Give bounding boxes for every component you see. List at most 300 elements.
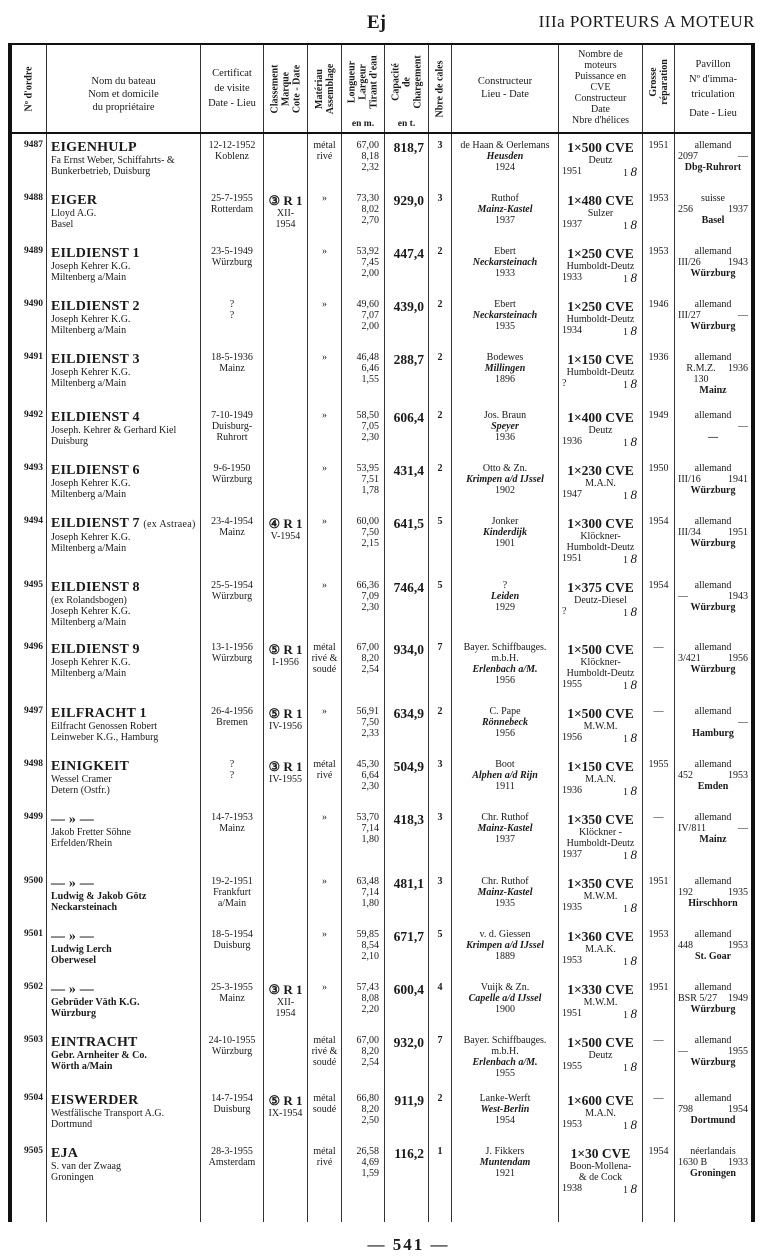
builder-cell <box>451 457 558 510</box>
dimension-value: 7,07 <box>361 310 379 321</box>
propeller-count <box>623 732 637 745</box>
owner-line: Joseph Kehrer K.G. <box>51 657 131 668</box>
builder-cell <box>451 636 558 700</box>
holds-count: 2 <box>428 346 451 404</box>
registration-number: — <box>678 591 688 602</box>
material-line: » <box>322 580 327 591</box>
registration-date: 1943 <box>728 257 748 268</box>
dimension-value: 45,30 <box>356 759 379 770</box>
builder-place-line <box>454 527 556 538</box>
builder-place-line <box>454 940 556 951</box>
dimensions-cell <box>341 134 384 187</box>
certificate-line: ? <box>229 759 235 770</box>
builder-line: 1933 <box>495 268 515 279</box>
header-dim-label <box>347 55 380 108</box>
engine-maker: M.W.M. <box>583 721 618 732</box>
holds-count: 2 <box>428 404 451 457</box>
flag-cell <box>674 753 751 806</box>
dimensions-cell <box>341 346 384 404</box>
propeller-glyph: 8 <box>630 677 637 692</box>
engine-cell <box>558 923 642 976</box>
major-repair: 1951 <box>642 134 674 187</box>
classification-cell <box>263 240 307 293</box>
classification-cell <box>263 753 307 806</box>
certificate-cell <box>200 870 263 923</box>
propeller-number: 1 <box>623 327 628 338</box>
capacity-value: 116,2 <box>384 1140 428 1204</box>
capacity-value: 606,4 <box>384 404 428 457</box>
certificate-line: Rotterdam <box>210 204 254 215</box>
header-nom-line: du propriétaire <box>92 102 155 113</box>
dimensions-cell <box>341 870 384 923</box>
major-repair: 1953 <box>642 187 674 240</box>
header-mot-line: Nbre d'hélices <box>571 115 630 126</box>
classification-cell <box>263 457 307 510</box>
builder-line: de Haan & Oerlemans <box>460 140 550 151</box>
dimension-value: 67,00 <box>356 140 379 151</box>
owner-line: (ex Rolandsbogen) <box>51 595 127 606</box>
order-number: 9487 <box>24 140 43 150</box>
dimensions-cell <box>341 700 384 753</box>
registration-number: 452 <box>678 770 693 781</box>
owner-line: Miltenberg a/Main <box>51 325 127 336</box>
registration-line <box>678 474 748 485</box>
major-repair: — <box>642 806 674 870</box>
owner-line: Dortmund <box>51 1119 93 1130</box>
classification-mark: ⑤ R 1 <box>268 642 303 657</box>
owner-line: Basel <box>51 219 74 230</box>
propeller-glyph: 8 <box>630 487 637 502</box>
dimension-value: 8,20 <box>361 1104 379 1115</box>
dimension-value: 2,10 <box>361 951 379 962</box>
dimensions-cell <box>341 1087 384 1140</box>
propeller-count <box>623 272 637 285</box>
registration-number: 1630 B <box>678 1157 708 1168</box>
builder-line: Otto & Zn. <box>482 463 528 474</box>
builder-place: Rönnebeck <box>481 717 529 728</box>
table-row <box>12 806 751 870</box>
builder-cell <box>451 187 558 240</box>
holds-count: 3 <box>428 870 451 923</box>
registration-date: 1949 <box>728 993 748 1004</box>
section-title: IIIa PORTEURS A MOTEUR <box>538 12 755 31</box>
engine-date: 1937 <box>562 219 582 230</box>
builder-place: Neckarsteinach <box>472 257 538 268</box>
vessel-name-text: EILDIENST 9 <box>51 642 140 657</box>
classification-cell <box>263 1087 307 1140</box>
certificate-cell <box>200 457 263 510</box>
builder-line: 1936 <box>495 432 515 443</box>
flag-country: allemand <box>694 580 732 591</box>
dimension-value: 46,48 <box>356 352 379 363</box>
material-line: rivé & <box>311 1046 338 1057</box>
builder-place: Alphen a/d Rijn <box>472 770 538 781</box>
flag-cell <box>674 240 751 293</box>
owner-line: Joseph Kehrer K.G. <box>51 532 131 543</box>
vessel-name <box>51 812 198 827</box>
registration-number: III/27 <box>678 310 701 321</box>
certificate-cell <box>200 923 263 976</box>
flag-country: allemand <box>694 1093 732 1104</box>
registration-line <box>678 421 748 432</box>
engine-date: 1951 <box>562 166 582 177</box>
certificate-line: 25-5-1954 <box>211 580 253 591</box>
registration-place: Mainz <box>699 834 727 845</box>
registration-date: 1933 <box>728 1157 748 1168</box>
capacity-value: 418,3 <box>384 806 428 870</box>
material-cell <box>307 636 341 700</box>
dimension-value: 8,20 <box>361 1046 379 1057</box>
header-pav-label <box>675 45 751 121</box>
dimension-value: 53,95 <box>356 463 379 474</box>
registration-place: — <box>708 432 718 443</box>
engine-maker: M.A.K. <box>585 944 616 955</box>
propeller-count <box>623 219 637 232</box>
capacity-value: 818,7 <box>384 134 428 187</box>
engine-date-line <box>559 436 642 449</box>
vessel-name-text: EINTRACHT <box>51 1035 138 1050</box>
builder-line: 1935 <box>495 898 515 909</box>
engine-maker: M.A.N. <box>585 1108 616 1119</box>
capacity-value: 641,5 <box>384 510 428 574</box>
classification-cell <box>263 1029 307 1087</box>
vessel-name <box>51 876 198 891</box>
vessel-cell <box>46 1087 200 1140</box>
engine-maker: Klöckner - <box>578 827 623 838</box>
vessel-cell <box>46 700 200 753</box>
owner-line: Miltenberg a/Main <box>51 489 127 500</box>
engine-date-line <box>559 902 642 915</box>
builder-line: v. d. Giessen <box>479 929 531 940</box>
certificate-line: 12-12-1952 <box>208 140 256 151</box>
flag-country: allemand <box>694 299 732 310</box>
dimension-value: 67,00 <box>356 1035 379 1046</box>
header-cert-line: Date - Lieu <box>208 98 256 109</box>
dimension-value: 66,36 <box>356 580 379 591</box>
builder-line: J. Fikkers <box>485 1146 525 1157</box>
order-number: 9498 <box>24 759 43 769</box>
holds-count: 3 <box>428 134 451 187</box>
engine-date-line <box>559 378 642 391</box>
engine-date-line <box>559 955 642 968</box>
registration-place: Hirschhorn <box>688 898 738 909</box>
engine-date-line <box>559 732 642 745</box>
registration-line <box>678 204 748 215</box>
order-number: 9501 <box>24 929 43 939</box>
propeller-count <box>623 785 637 798</box>
flag-country: allemand <box>694 352 732 363</box>
vessel-name <box>51 193 198 208</box>
major-repair: 1953 <box>642 240 674 293</box>
flag-country: allemand <box>694 642 732 653</box>
header-cls <box>263 45 307 132</box>
owner-line: Gebrüder Väth K.G. <box>51 997 140 1008</box>
registration-place: Emden <box>697 781 729 792</box>
header-mot-line: moteurs <box>584 60 617 71</box>
dimension-value: 2,33 <box>361 728 379 739</box>
header-nom-line: Nom du bateau <box>91 76 156 87</box>
owner-line: Jakob Fretter Söhne <box>51 827 131 838</box>
owner-line: Joseph Kehrer K.G. <box>51 314 131 325</box>
engine-cell <box>558 636 642 700</box>
engine-power: 1×500 CVE <box>567 1035 634 1050</box>
vessel-name <box>51 1093 198 1108</box>
owner-line: Ludwig Lerch <box>51 944 112 955</box>
engine-date-line <box>559 606 642 619</box>
engine-power: 1×360 CVE <box>567 929 634 944</box>
propeller-number: 1 <box>623 1121 628 1132</box>
registration-line <box>678 653 748 664</box>
propeller-count <box>623 553 637 566</box>
filler-cell <box>674 1204 751 1222</box>
dimension-value: 1,78 <box>361 485 379 496</box>
table-row <box>12 976 751 1029</box>
material-cell <box>307 870 341 923</box>
order-number: 9491 <box>24 352 43 362</box>
registration-line <box>678 310 748 321</box>
holds-count: 7 <box>428 636 451 700</box>
engine-date: 1947 <box>562 489 582 500</box>
flag-country: allemand <box>694 759 732 770</box>
vessel-name <box>51 706 198 721</box>
dimension-value: 7,51 <box>361 474 379 485</box>
material-cell <box>307 134 341 187</box>
header-con-label <box>452 45 558 101</box>
dimension-value: 26,58 <box>356 1146 379 1157</box>
vessel-name <box>51 463 198 478</box>
filler-cell <box>263 1204 307 1222</box>
registration-date: 1941 <box>728 474 748 485</box>
engine-date: 1938 <box>562 1183 582 1194</box>
propeller-count <box>623 378 637 391</box>
builder-line: m.b.H. <box>491 653 519 664</box>
certificate-cell <box>200 636 263 700</box>
dimensions-cell <box>341 806 384 870</box>
owner-line: Miltenberg a/Main <box>51 617 127 628</box>
vessel-name-text: — » — <box>51 982 94 997</box>
order-number: 9490 <box>24 299 43 309</box>
registration-date: 1954 <box>728 1104 748 1115</box>
material-line: soudé <box>312 1057 337 1068</box>
registration-date: — <box>738 823 748 834</box>
major-repair: — <box>642 700 674 753</box>
capacity-value: 447,4 <box>384 240 428 293</box>
propeller-count <box>623 1008 637 1021</box>
classification-date: V-1954 <box>270 531 301 542</box>
material-cell <box>307 1087 341 1140</box>
certificate-line: Würzburg <box>211 653 253 664</box>
owner-line: S. van der Zwaag <box>51 1161 121 1172</box>
builder-cell <box>451 510 558 574</box>
builder-cell <box>451 976 558 1029</box>
major-repair: 1951 <box>642 976 674 1029</box>
certificate-line: 14-7-1953 <box>211 812 253 823</box>
engine-power: 1×330 CVE <box>567 982 634 997</box>
certificate-line: Mainz <box>219 823 245 834</box>
material-line: » <box>322 982 327 993</box>
header-cap-line: Chargement <box>412 54 423 109</box>
registration-line <box>678 717 748 728</box>
builder-line: 1956 <box>495 728 515 739</box>
flag-country: allemand <box>694 812 732 823</box>
builder-place-line <box>454 993 556 1004</box>
page-header <box>0 0 767 43</box>
classification-date: IV-1955 <box>269 774 302 785</box>
owner-line: Oberwesel <box>51 955 96 966</box>
engine-maker: Humboldt-Deutz <box>566 314 635 325</box>
certificate-line: 9-6-1950 <box>213 463 251 474</box>
dimensions-cell <box>341 1029 384 1087</box>
material-cell <box>307 240 341 293</box>
table-row <box>12 923 751 976</box>
engine-date: 1953 <box>562 1119 582 1130</box>
propeller-glyph: 8 <box>630 164 637 179</box>
engine-power: 1×250 CVE <box>567 246 634 261</box>
certificate-line: Ruhrort <box>216 432 248 443</box>
header-cls-line: Classement <box>269 64 280 113</box>
dimensions-cell <box>341 187 384 240</box>
registration-place: Würzburg <box>690 1004 736 1015</box>
table-filler <box>12 1204 751 1222</box>
builder-place-line <box>454 770 556 781</box>
capacity-value: 439,0 <box>384 293 428 346</box>
registration-place: St. Goar <box>694 951 732 962</box>
propeller-count <box>623 679 637 692</box>
propeller-count <box>623 849 637 862</box>
vessel-name-text: EILDIENST 4 <box>51 410 140 425</box>
builder-place: West-Berlin <box>480 1104 530 1115</box>
table-row <box>12 510 751 574</box>
material-cell <box>307 923 341 976</box>
classification-cell <box>263 923 307 976</box>
material-cell <box>307 404 341 457</box>
order-number: 9499 <box>24 812 43 822</box>
registration-place: Dbg-Ruhrort <box>684 162 742 173</box>
propeller-number: 1 <box>623 555 628 566</box>
major-repair: 1951 <box>642 870 674 923</box>
flag-country: allemand <box>694 246 732 257</box>
material-line: soudé <box>312 664 337 675</box>
propeller-count <box>623 1119 637 1132</box>
builder-place-line <box>454 823 556 834</box>
table-header <box>12 45 751 134</box>
owner-line: Miltenberg a/Main <box>51 272 127 283</box>
dimension-value: 53,70 <box>356 812 379 823</box>
builder-cell <box>451 753 558 806</box>
registration-line <box>678 257 748 268</box>
classification-cell <box>263 1140 307 1204</box>
registration-number: III/16 <box>678 474 701 485</box>
propeller-glyph: 8 <box>630 604 637 619</box>
certificate-line: 18-5-1936 <box>211 352 253 363</box>
builder-place: Muntendam <box>479 1157 531 1168</box>
header-pav-line: Date - Lieu <box>689 108 737 119</box>
vessel-name-text: EILFRACHT 1 <box>51 706 147 721</box>
dimensions-cell <box>341 510 384 574</box>
vessel-name-text: — » — <box>51 876 94 891</box>
header-mat-line: Assemblage <box>324 63 336 114</box>
engine-power: 1×250 CVE <box>567 299 634 314</box>
header-no-label <box>24 66 35 111</box>
certificate-cell <box>200 753 263 806</box>
engine-date-line <box>559 1183 642 1196</box>
propeller-number: 1 <box>623 274 628 285</box>
builder-cell <box>451 134 558 187</box>
holds-count: 2 <box>428 240 451 293</box>
header-mat-label <box>314 63 336 114</box>
builder-line: 1929 <box>495 602 515 613</box>
engine-date-line <box>559 166 642 179</box>
engine-power: 1×375 CVE <box>567 580 634 595</box>
owner-line: Miltenberg a/Main <box>51 668 127 679</box>
flag-cell <box>674 976 751 1029</box>
propeller-count <box>623 902 637 915</box>
builder-place: Neckarsteinach <box>472 310 538 321</box>
classification-mark: ③ R 1 <box>268 193 303 208</box>
builder-place: Mainz-Kastel <box>477 823 533 834</box>
propeller-glyph: 8 <box>630 217 637 232</box>
builder-line: Bayer. Schiffbauges. <box>463 1035 547 1046</box>
certificate-cell <box>200 574 263 636</box>
registration-place: Basel <box>701 215 725 226</box>
vessel-name <box>51 929 198 944</box>
capacity-value: 932,0 <box>384 1029 428 1087</box>
holds-count: 3 <box>428 753 451 806</box>
flag-country: allemand <box>694 516 732 527</box>
vessel-name <box>51 1035 198 1050</box>
capacity-value: 934,0 <box>384 636 428 700</box>
builder-place: Capelle a/d IJssel <box>468 993 542 1004</box>
material-line: soudé <box>312 1104 337 1115</box>
engine-power: 1×480 CVE <box>567 193 634 208</box>
builder-place-line <box>454 1157 556 1168</box>
registration-place: Würzburg <box>690 321 736 332</box>
header-mot-line: Nombre de <box>578 49 623 60</box>
order-number: 9496 <box>24 642 43 652</box>
builder-cell <box>451 404 558 457</box>
classification-cell <box>263 134 307 187</box>
engine-power: 1×350 CVE <box>567 812 634 827</box>
classification-date: I-1956 <box>272 657 299 668</box>
capacity-value: 634,9 <box>384 700 428 753</box>
engine-date-line <box>559 489 642 502</box>
propeller-glyph: 8 <box>630 434 637 449</box>
engine-power: 1×500 CVE <box>567 140 634 155</box>
owner-line: Fa Ernst Weber, Schiffahrts- & <box>51 155 175 166</box>
major-repair: 1955 <box>642 753 674 806</box>
dimension-value: 2,15 <box>361 538 379 549</box>
certificate-line: 14-7-1954 <box>211 1093 253 1104</box>
builder-place-line <box>454 1104 556 1115</box>
owner-line: Joseph Kehrer K.G. <box>51 606 131 617</box>
builder-place-line <box>454 591 556 602</box>
flag-country: allemand <box>694 706 732 717</box>
flag-country: allemand <box>694 140 732 151</box>
engine-maker: Deutz <box>588 1050 613 1061</box>
owner-line: Wessel Cramer <box>51 774 112 785</box>
builder-place: Erlenbach a/M. <box>472 1057 538 1068</box>
flag-country: allemand <box>694 1035 732 1046</box>
registration-line <box>678 887 748 898</box>
material-line: métal <box>313 1035 336 1046</box>
dimension-value: 7,09 <box>361 591 379 602</box>
engine-date-line <box>559 325 642 338</box>
vessel-name <box>51 1146 198 1161</box>
dimension-value: 8,02 <box>361 204 379 215</box>
filler-cell <box>341 1204 384 1222</box>
vessel-name-text: EISWERDER <box>51 1093 139 1108</box>
table-row <box>12 753 751 806</box>
